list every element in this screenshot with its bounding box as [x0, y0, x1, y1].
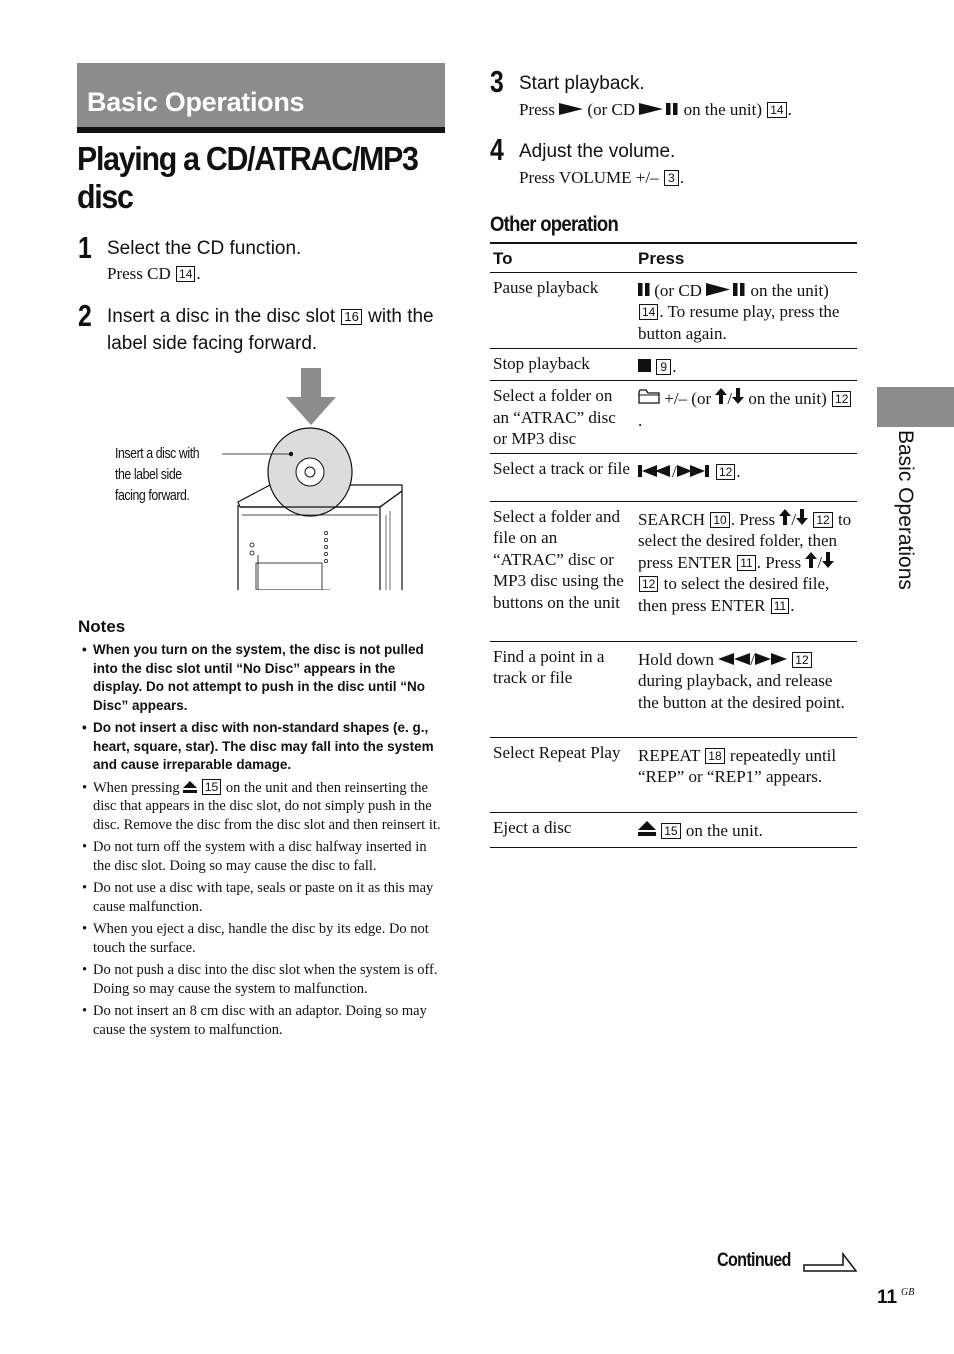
step-number: 3	[490, 64, 504, 99]
step-instruction: Press VOLUME +/– 3 .	[519, 168, 685, 187]
table-header-row	[490, 243, 857, 272]
table-row	[490, 641, 857, 737]
section-header-band	[77, 63, 445, 127]
ref-number: 12	[832, 391, 851, 407]
step-number: 1	[78, 230, 92, 265]
ref-number: 18	[705, 748, 724, 764]
op-to-cell: Select Repeat Play	[490, 737, 635, 812]
section-title: Basic Operations	[87, 87, 305, 117]
table-row	[490, 737, 857, 812]
operations-table	[490, 242, 857, 848]
side-tab-label: Basic Operations	[894, 430, 917, 590]
step-heading: Select the CD function.	[107, 238, 302, 259]
op-press-cell: Hold down / 12 during playback, and release the button at the desired point.	[635, 641, 857, 737]
prev-track-icon	[638, 465, 672, 477]
fast-forward-icon	[755, 653, 787, 665]
op-to-cell: Eject a disc	[490, 812, 635, 847]
ref-number: 11	[771, 598, 789, 614]
play-pause-icon	[706, 283, 746, 296]
continued-arrow-icon	[803, 1252, 857, 1274]
up-arrow-icon	[715, 388, 727, 404]
play-icon	[559, 103, 583, 115]
down-arrow-icon	[796, 509, 808, 525]
column-header-to: To	[490, 243, 635, 272]
stop-icon	[638, 359, 651, 372]
op-to-cell: Pause playback	[490, 272, 635, 348]
down-arrow-icon	[822, 552, 834, 568]
pause-icon	[638, 283, 650, 296]
op-to-cell: Stop playback	[490, 348, 635, 381]
op-to-cell: Find a point in a track or file	[490, 641, 635, 737]
continued-label: Continued	[717, 1250, 791, 1271]
ref-number: 12	[716, 464, 735, 480]
ref-number: 12	[639, 576, 658, 592]
ref-number: 14	[176, 266, 195, 282]
page-region-suffix: GB	[901, 1287, 915, 1298]
step-number: 4	[490, 132, 504, 167]
step-instruction: Press (or CD on the unit) 14 .	[519, 100, 792, 119]
eject-icon	[638, 821, 656, 836]
note-item: • When you eject a disc, handle the disc by its edge. Do not touch the surface.	[82, 920, 447, 957]
folder-icon	[638, 389, 660, 404]
ref-number: 12	[813, 512, 832, 528]
notes-list	[82, 641, 447, 1043]
op-press-cell: 15 on the unit.	[635, 812, 857, 847]
op-press-cell: / 12 .	[635, 453, 857, 501]
eject-icon	[183, 781, 197, 793]
ref-number: 3	[664, 170, 679, 186]
down-arrow-icon	[732, 388, 744, 404]
up-arrow-icon	[805, 552, 817, 568]
illustration-callout: Insert a disc with the label side facing forward.	[115, 446, 200, 504]
step-instruction: Press CD 14 .	[107, 264, 201, 283]
other-operation-title: Other operation	[490, 213, 619, 236]
op-press-cell: 9 .	[635, 348, 857, 381]
table-row	[490, 453, 857, 501]
op-press-cell: +/– (or / on the unit) 12.	[635, 381, 857, 454]
note-item: • Do not use a disc with tape, seals or paste on it as this may cause malfunction.	[82, 879, 447, 916]
side-tab	[877, 387, 954, 427]
note-item: • Do not insert an 8 cm disc with an adaptor. Doing so may cause the system to malfunction.	[82, 1002, 447, 1039]
page-number: 11	[877, 1287, 898, 1308]
play-pause-icon	[639, 103, 679, 115]
step-heading: Start playback.	[519, 73, 645, 94]
note-item: • Do not insert a disc with non-standard shapes (e. g., heart, square, star). The disc may fall into the system and cause irreparable damage.	[82, 719, 447, 775]
table-row	[490, 812, 857, 847]
ref-number: 10	[710, 512, 729, 528]
table-row	[490, 501, 857, 641]
note-item: • Do not turn off the system with a disc halfway inserted in the disc slot. Doing so may cause the disc to fall.	[82, 838, 447, 875]
ref-number: 14	[639, 304, 658, 320]
op-press-cell: SEARCH 10 . Press / 12 to select the desired folder, then press ENTER 11 . Press / 12 to select the desired file, then press ENTER 11 .	[635, 501, 857, 641]
rewind-icon	[718, 653, 750, 665]
note-item: • Do not push a disc into the disc slot when the system is off. Doing so may cause the system to malfunction.	[82, 961, 447, 998]
ref-number: 15	[661, 823, 680, 839]
note-item: • When pressing 15 on the unit and then reinserting the disc that appears in the disc slot, do not simply push in the disc. Remove the disc from the disc slot and then reinsert it.	[82, 779, 447, 835]
ref-number: 15	[202, 779, 221, 795]
table-row	[490, 272, 857, 348]
table-row	[490, 381, 857, 454]
ref-number: 11	[737, 555, 755, 571]
step-heading: Insert a disc in the disc slot 16 with the label side facing forward.	[107, 306, 434, 354]
ref-number: 9	[656, 359, 671, 375]
ref-number: 12	[792, 652, 811, 668]
op-press-cell: REPEAT 18 repeatedly until “REP” or “REP1” appears.	[635, 737, 857, 812]
table-row	[490, 348, 857, 381]
next-track-icon	[677, 465, 711, 477]
op-to-cell: Select a folder and file on an “ATRAC” disc or MP3 disc using the buttons on the unit	[490, 501, 635, 641]
notes-title: Notes	[78, 617, 126, 636]
ref-number: 16	[341, 309, 361, 325]
section-rule	[77, 127, 445, 133]
step-number: 2	[78, 298, 92, 333]
up-arrow-icon	[779, 509, 791, 525]
op-to-cell: Select a track or file	[490, 453, 635, 501]
page-title: Playing a CD/ATRAC/MP3 disc	[77, 140, 418, 215]
note-item: • When you turn on the system, the disc is not pulled into the disc slot until “No Disc” appears in the display. Do not attempt to push in the disc until “No Disc” appears.	[82, 641, 447, 715]
column-header-press: Press	[635, 243, 857, 272]
op-to-cell: Select a folder on an “ATRAC” disc or MP3 disc	[490, 381, 635, 454]
step-heading: Adjust the volume.	[519, 141, 676, 162]
op-press-cell: (or CD on the unit) 14 . To resume play, press the button again.	[635, 272, 857, 348]
ref-number: 14	[767, 102, 786, 118]
